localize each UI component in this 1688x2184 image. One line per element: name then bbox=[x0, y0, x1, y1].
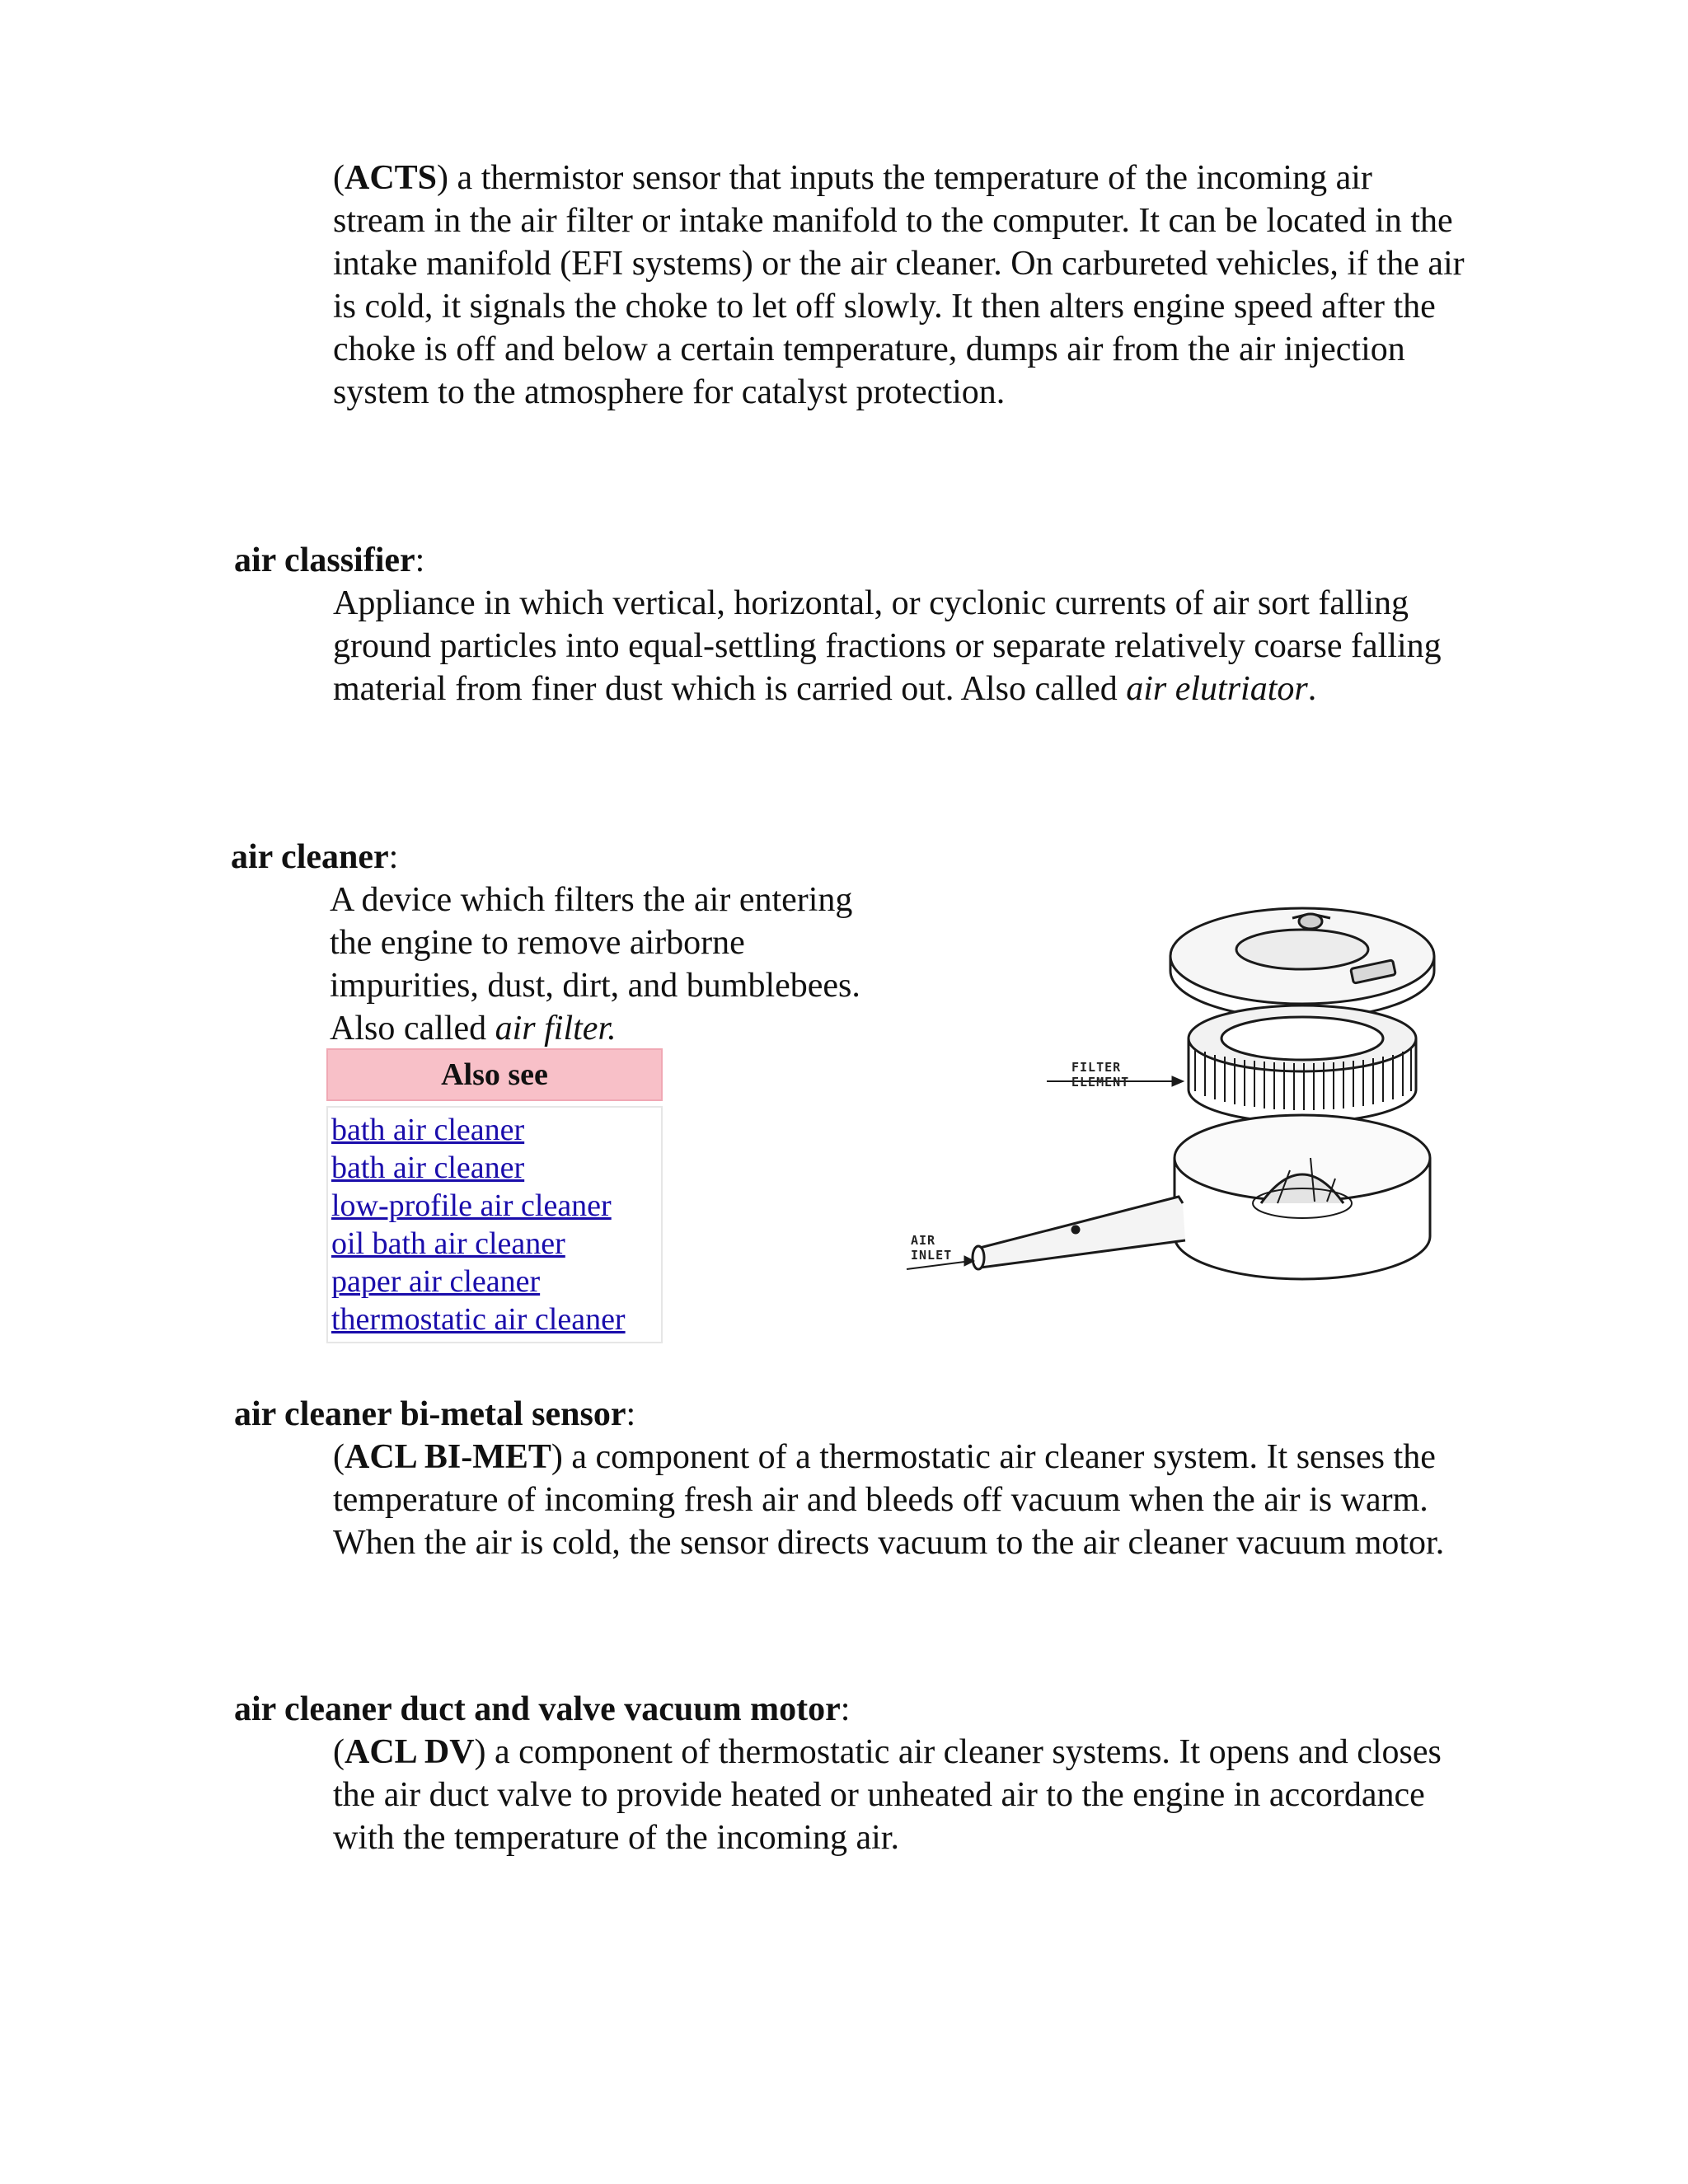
figure-label-air: AIR bbox=[911, 1233, 936, 1248]
air-cleaner-lid bbox=[1170, 908, 1434, 1019]
term-label: air cleaner duct and valve vacuum motor bbox=[234, 1690, 841, 1728]
figure-label-inlet: INLET bbox=[911, 1248, 953, 1263]
see-also-header: Also see bbox=[326, 1048, 663, 1101]
bimetal-abbr: ACL BI-MET bbox=[345, 1438, 551, 1476]
see-also-box bbox=[326, 1048, 663, 1343]
term-label: air cleaner bbox=[231, 838, 389, 876]
colon: : bbox=[840, 1690, 851, 1728]
bimetal-definition: (ACL BI-MET) a component of a thermostatic air cleaner system. It senses the temperature of incoming fresh air and bleeds off vacuum when the air is warm. When the air is cold, the sensor directs vacuum to the air cleaner vacuum motor. bbox=[333, 1438, 1445, 1562]
definition-text: a component of thermostatic air cleaner systems. It opens and closes the air duct valve to provide heated or unheated air to the engine in accordance with the temperature of the incoming air. bbox=[333, 1733, 1442, 1857]
colon: : bbox=[388, 838, 399, 876]
see-also-link[interactable]: low-profile air cleaner bbox=[331, 1188, 612, 1223]
term-air-cleaner-bimetal-sensor bbox=[234, 1393, 635, 1436]
acts-text: a thermistor sensor that inputs the temperature of the incoming air stream in the air filter or intake manifold to the computer. It can be located in the intake manifold (EFI systems) or the air cleaner. On carbureted vehicles, if the air is cold, it signals the choke to let off slowly. It then alters engine speed after the choke is off and below a certain temperature, dumps air from the air injection system to the atmosphere for catalyst protection. bbox=[333, 159, 1465, 411]
term-air-cleaner-duct-valve-motor bbox=[234, 1688, 850, 1731]
duct-valve-abbr: ACL DV bbox=[345, 1733, 475, 1771]
also-called-term: air elutriator bbox=[1126, 670, 1308, 708]
see-also-link[interactable]: bath air cleaner bbox=[331, 1113, 525, 1147]
term-label: air cleaner bi-metal sensor bbox=[234, 1395, 626, 1433]
acts-definition: (ACTS) a thermistor sensor that inputs the temperature of the incoming air stream in the air filter or intake manifold to the computer. It can be located in the intake manifold (EFI systems) or the air cleaner. On carbureted vehicles, if the air is cold, it signals the choke to let off slowly. It then alters engine speed after the choke is off and below a certain temperature, dumps air from the air injection system to the atmosphere for catalyst protection. bbox=[333, 159, 1465, 411]
term-label: air classifier bbox=[234, 541, 415, 579]
see-also-link[interactable]: bath air cleaner bbox=[331, 1151, 525, 1185]
definition-text: Appliance in which vertical, horizontal, or cyclonic currents of air sort falling ground particles into equal-settling fractions or separate relatively coarse falling material from finer dust which is carried out. Also called bbox=[333, 584, 1442, 708]
figure-label-filter: FILTER bbox=[1071, 1060, 1122, 1075]
term-air-classifier bbox=[234, 539, 424, 582]
period: . bbox=[1307, 670, 1317, 708]
air-cleaner-housing bbox=[1175, 1115, 1430, 1279]
colon: : bbox=[415, 541, 425, 579]
also-called-term: air filter. bbox=[495, 1010, 617, 1047]
air-cleaner-definition bbox=[330, 879, 898, 1050]
air-classifier-definition bbox=[333, 582, 1470, 710]
see-also-link[interactable]: paper air cleaner bbox=[331, 1264, 541, 1299]
definition-text: A device which filters the air entering the engine to remove airborne impurities, dust, dirt, and bumblebees. Also called bbox=[330, 881, 860, 1047]
figure-label-element: ELEMENT bbox=[1071, 1075, 1130, 1090]
air-cleaner-illustration bbox=[898, 874, 1459, 1319]
colon: : bbox=[626, 1395, 636, 1433]
term-air-cleaner bbox=[231, 836, 398, 879]
definition-text: a component of a thermostatic air cleaner system. It senses the temperature of incoming fresh air and bleeds off vacuum when the air is warm. When the air is cold, the sensor directs vacuum to the air cleaner vacuum motor. bbox=[333, 1438, 1445, 1562]
filter-element bbox=[1189, 1005, 1416, 1122]
see-also-link[interactable]: thermostatic air cleaner bbox=[331, 1302, 626, 1337]
acts-abbr: ACTS bbox=[345, 159, 438, 197]
see-also-link[interactable]: oil bath air cleaner bbox=[331, 1226, 565, 1261]
duct-valve-definition: (ACL DV) a component of thermostatic air cleaner systems. It opens and closes the air duct valve to provide heated or unheated air to the engine in accordance with the temperature of the incoming air. bbox=[333, 1733, 1442, 1857]
see-also-list bbox=[326, 1106, 663, 1343]
